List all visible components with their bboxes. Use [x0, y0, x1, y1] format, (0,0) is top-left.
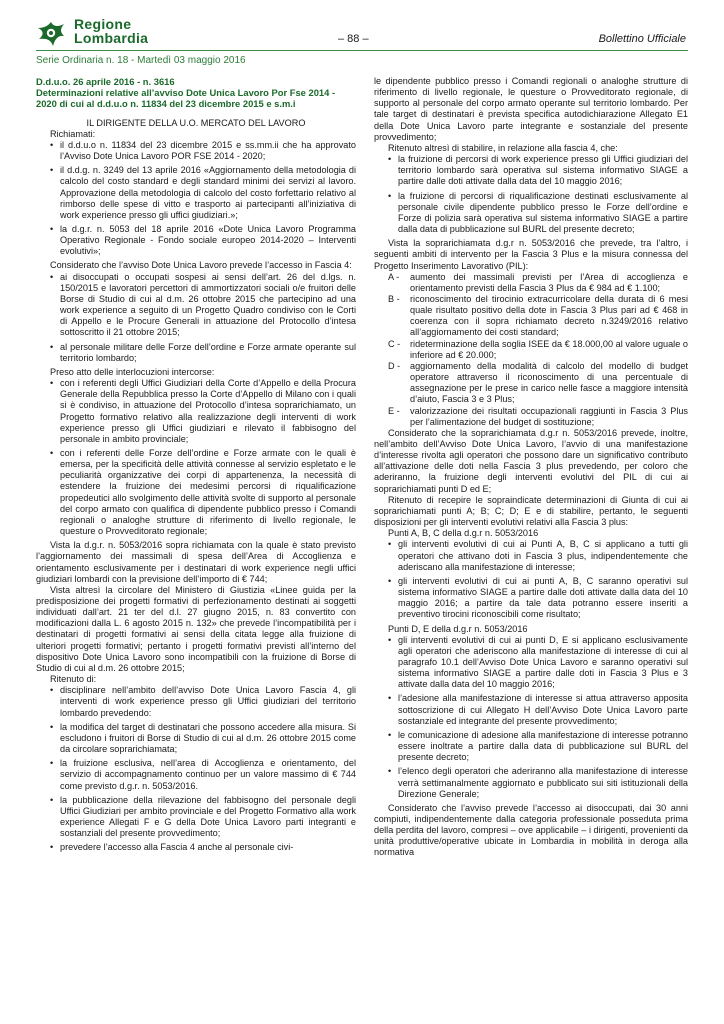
- list-item: [388, 406, 688, 428]
- ritenuto-label: Ritenuto di:: [50, 674, 97, 685]
- list-item: • prevedere l’accesso alla Fascia 4 anche al personale civi-: [36, 842, 356, 853]
- list-item: [388, 294, 688, 339]
- list-item: • il d.d.g. n. 3249 del 13 aprile 2016 «Aggiornamento della metodologia di calcolo del costo standard e degli standard minimi dei servizi al lavoro. Approvazione della metodologia di calcolo del costo forfettario relativo al rimborso delle spese di vitto e trasporto ai partecipanti all’iniziativa di work experience presso gli uffici giudiziari.»;: [36, 165, 356, 221]
- richiamati-label: Richiamati:: [50, 128, 96, 139]
- list-item: • la pubblicazione della rilevazione del fabbisogno del personale degli Uffici Giudiziari per ambito provinciale e del Progetto Formativo alla work experience Allegati F e G della Dote Unica Lavoro parti integranti e sostanziali del presente provvedimento;: [36, 795, 356, 840]
- item-text: valorizzazione dei risultati occupazionali raggiunti in Fascia 3 Plus per l’alimentazione del budget di sostituzione;: [410, 405, 688, 427]
- right-column: [374, 76, 688, 859]
- richiamati-list: [36, 140, 356, 258]
- interventions-list: [374, 272, 688, 428]
- paragraph: Ritenuto altresì di stabilire, in relazione alla fascia 4, che:: [388, 142, 618, 153]
- item-key: D -: [388, 360, 401, 371]
- decree-subject: Determinazioni relative all’avviso Dote Unica Lavoro Por Fse 2014 - 2020 di cui al d.d.u.o n. 11834 del 23 dicembre 2015 e s.m.i: [36, 87, 336, 110]
- item-key: B -: [388, 293, 400, 304]
- list-item: [388, 272, 688, 294]
- list-item: • le comunicazione di adesione alla manifestazione di interesse potranno essere inoltrate a partire dalla data di pubblicazione sul BURL del presente decreto;: [374, 730, 688, 763]
- paragraph: Considerato che la soprarichiamata d.g.r n. 5053/2016 prevede, inoltre, nell’ambito dell’Avviso Dote Unica Lavoro, l’avvio di una manifestazione d’interesse rivolta agli operatori che possono dare un significativo contributo all’attivazione delle doti nella Fascia 3 plus prevedendo, per coloro che aderiranno, la fruizione degli interventi evolutivi del PIL di cui ai soprarichiamati punti D ed E;: [374, 427, 688, 494]
- paragraph: Considerato che l’avviso Dote Unica Lavoro prevede l’accesso in Fascia 4:: [50, 260, 352, 271]
- list-item: [388, 361, 688, 406]
- subsection-label: Punti D, E della d.g.r n. 5053/2016: [388, 623, 528, 634]
- interlocuzioni-list: [36, 378, 356, 537]
- paragraph: Vista la soprarichiamata d.g.r n. 5053/2016 che prevede, tra l’altro, i seguenti ambiti di intervento per la Fascia 3 Plus e la misura connessa del Progetto Inserimento Lavorativo (PIL):: [374, 238, 688, 271]
- item-key: A -: [388, 271, 400, 282]
- list-item: • la d.g.r. n. 5053 del 18 aprile 2016 «Dote Unica Lavoro Programma Operativo Regionale - Fondo sociale europeo 2014-2020 – Interventi evolutivi»;: [36, 224, 356, 257]
- paragraph: Vista la d.g.r. n. 5053/2016 sopra richiamata con la quale è stato previsto l’aggiornamento dei massimali di spesa dell’Area di Accoglienza e orientamento esclusivamente per i destinatari di work experience negli uffici giudiziari lombardi con la previsione dell’importo di € 744;: [36, 540, 356, 584]
- item-text: riconoscimento del tirocinio extracurricolare della durata di 6 mesi quale risultato positivo della dote in Fascia 3 Plus pari ad € 468 in coerenza con il sopra richiamato decreto n.3249/2016 relativo all’aggiornamento dei costi standard;: [410, 293, 688, 338]
- item-text: aumento dei massimali previsti per l’Area di accoglienza e orientamento previsti della Fascia 3 Plus da € 984 ad € 1.100;: [410, 271, 688, 293]
- decree-number: D.d.u.o. 26 aprile 2016 - n. 3616: [36, 76, 175, 87]
- list-item: • gli interventi evolutivi di cui ai punti A, B, C saranno operativi sul sistema informativo SIAGE a partire dalle doti attivate dalla data del 10 maggio 2016; a partire da tale data potranno essere inseriti a preventivo tirocini riconoscibili come risultato;: [374, 576, 688, 621]
- list-item: • ai disoccupati o occupati sospesi ai sensi dell’art. 26 del d.lgs. n. 150/2015 e lavoratori percettori di ammortizzatori sociali o/e fruitori delle Borse di Studio di cui al d.m. 26 ottobre 2015 che partecipino ad una work experience a seguito di un Progetto Quadro condiviso con le Corti di Appello e le Procure Generali in attuazione del Protocollo d’intesa sottoscritto il 21 ottobre 2015;: [36, 272, 356, 339]
- item-text: rideterminazione della soglia ISEE da € 18.000,00 al valore uguale o inferiore ad € 20.000;: [410, 338, 688, 360]
- list-item: • l’adesione alla manifestazione di interesse si attua attraverso apposita sottoscrizione di cui Allegato H dell’Avviso Dote Unica Lavoro parte sostanziale ed integrante del presente provvedimento;: [374, 693, 688, 726]
- decree-title: [36, 76, 356, 110]
- logo-line-1: Regione: [74, 16, 132, 32]
- list-item: • disciplinare nell’ambito dell’avviso Dote Unica Lavoro Fascia 4, gli interventi di work experience presso gli Uffici giudiziari del territorio lombardo prevedendo:: [36, 685, 356, 718]
- item-key: E -: [388, 405, 400, 416]
- de-list: [374, 635, 688, 800]
- paragraph: Ritenuto di recepire le sopraindicate determinazioni di Giunta di cui ai soprarichiamati punti A; B; C; D; E e di stabilire, pertanto, le seguenti disposizioni per gli interventi evolutivi relativi alla Fascia 3 plus:: [374, 494, 688, 528]
- page-number: – 88 –: [338, 33, 369, 45]
- header-divider: [36, 50, 688, 51]
- list-item: • la fruizione esclusiva, nell’area di Accoglienza e orientamento, del servizio di accompagnamento continuo per un valore massimo di € 744 come previsto d.g.r. n. 5053/2016.: [36, 758, 356, 791]
- logo-wordmark: [74, 17, 148, 45]
- bulletin-title: Bollettino Ufficiale: [598, 33, 686, 45]
- list-item: • con i referenti delle Forze dell’ordine e Forze armate con le quali è emersa, per la specificità delle attività connesse al servizio espletato e le peculiarità organizzative dei corpi di appartenenza, la necessità di estendere la fruizione dei medesimi percorsi di riqualificazione propedeutici allo svolgimento delle attività svolte di supporto al personale del corpo armato con qualifica di dipendente pubblico presso i Comandi regionali o analoghe strutture di riferimento di livello regionale, le questure o Provveditorato regionale;: [36, 448, 356, 537]
- fascia4-rules-list: [374, 154, 688, 235]
- list-item: • gli interventi evolutivi di cui ai Punti A, B, C si applicano a tutti gli operatori che attivano doti in Fascia 3 plus, indipendentemente che aderiscano alla manifestazione di interesse;: [374, 539, 688, 572]
- list-item: • gli interventi evolutivi di cui ai punti D, E si applicano esclusivamente agli operatori che aderiscono alla manifestazione di interesse di cui al paragrafo 10.1 dell’Avviso Dote Unica Lavoro e saranno operativi sul sistema informativo SIAGE a partire dalle doti in Fascia 3 Plus e 3 attivate dalla data del 10 maggio 2016;: [374, 635, 688, 691]
- list-item: [388, 339, 688, 361]
- list-item: • con i referenti degli Uffici Giudiziari della Corte d’Appello e della Procura Generale della Repubblica presso la Corte d’Appello di Milano con i quali si è condiviso, in attuazione del Protocollo d’intesa soprarichiamato, un Progetto formativo relativo alla realizzazione degli interventi di work experience presso gli Uffici giudiziari e rilevato il fabbisogno del personale in ambito provinciale;: [36, 378, 356, 445]
- list-item: • la fruizione di percorsi di riqualificazione destinati esclusivamente al personale civile dipendente pubblico presso le Forze dell’ordine e Forze di polizia sarà operativa sul sistema informativo SIAGE a partire dalla data di pubblicazione sul BURL del presente decreto;: [374, 191, 688, 236]
- fascia4-list: [36, 272, 356, 364]
- abc-list: [374, 539, 688, 620]
- page-header: [0, 0, 724, 70]
- logo-line-2: Lombardia: [74, 30, 149, 46]
- regione-lombardia-logo-icon: [36, 20, 66, 48]
- list-item: • il d.d.u.o n. 11834 del 23 dicembre 2015 e ss.mm.ii che ha approvato l’Avviso Dote Unica Lavoro POR FSE 2014 - 2020;: [36, 140, 356, 162]
- list-item: • al personale militare delle Forze dell’ordine e Forze armate operante sul territorio lombardo;: [36, 342, 356, 364]
- paragraph: Considerato che l’avviso prevede l’accesso ai disoccupati, dai 30 anni compiuti, indipendentemente dalla categoria professionale posseduta prima della perdita del lavoro, compresi – ove applicabile – i dirigenti, provenienti da unità produttive/operative ubicate in Lombardia in mobilità in deroga alla normativa: [374, 802, 688, 858]
- paragraph: le dipendente pubblico presso i Comandi regionali o analoghe strutture di riferimento di livello regionale, le questure o Provveditorato regionale, di supporto al personale del corpo armato operante sul territorio lombardo. Per tale target di destinatari è prevista specifica autodichiarazione Allegato E1 della Dote Unica Lavoro parte integrante e sostanziale del presente provvedimento;: [374, 76, 688, 142]
- list-item: • la fruizione di percorsi di work experience presso gli Uffici giudiziari del territorio lombardo sarà operativa sul sistema informativo SIAGE a partire dalle doti attivate dalla data del 10 maggio 2016;: [374, 154, 688, 187]
- item-key: C -: [388, 338, 401, 349]
- subsection-label: Punti A, B, C della d.g.r n. 5053/2016: [388, 528, 539, 539]
- list-item: • la modifica del target di destinatari che possono accedere alla misura. Si escludono i fruitori di Borse di Studio di cui al d.m. 26 ottobre 2015 come da circolare soprarichiamata;: [36, 722, 356, 755]
- series-line: Serie Ordinaria n. 18 - Martedì 03 maggio 2016: [36, 55, 246, 66]
- paragraph: Vista altresì la circolare del Ministero di Giustizia «Linee guida per la predisposizione dei progetti formativi di perfezionamento destinati ai soggetti individuati dall’art. 21 ter del d.l. 27 giugno 2015, n. 83 convertito con modificazioni dalla L. 6 agosto 2015 n. 132» che prevede l’incompatibilità per i destinatari di progetti formativi ai sensi della citata legge alla fruizione di ulteriori progetti formativi; pertanto i progetti formativi previsti all’interno del dispositivo Dote Unica Lavoro sono incompatibili con la fruizione di Borse di Studio di cui al d.m. 26 ottobre 2015;: [36, 584, 356, 673]
- item-text: aggiornamento della modalità di calcolo del modello di budget operatore attraverso il riconoscimento di una percentuale di assegnazione per le prese in carico nelle fasce a maggiore intensità d’aiuto, Fascia 3 e 3 Plus;: [410, 360, 688, 405]
- paragraph: Preso atto delle interlocuzioni intercorse:: [50, 366, 215, 377]
- section-heading: IL DIRIGENTE DELLA U.O. MERCATO DEL LAVORO: [86, 117, 306, 128]
- left-column: [36, 76, 356, 856]
- ritenuto-list: [36, 685, 356, 853]
- list-item: • l’elenco degli operatori che aderiranno alla manifestazione di interesse verrà settimanalmente aggiornato e pubblicato sui siti istituzionali della Direzione Generale;: [374, 766, 688, 799]
